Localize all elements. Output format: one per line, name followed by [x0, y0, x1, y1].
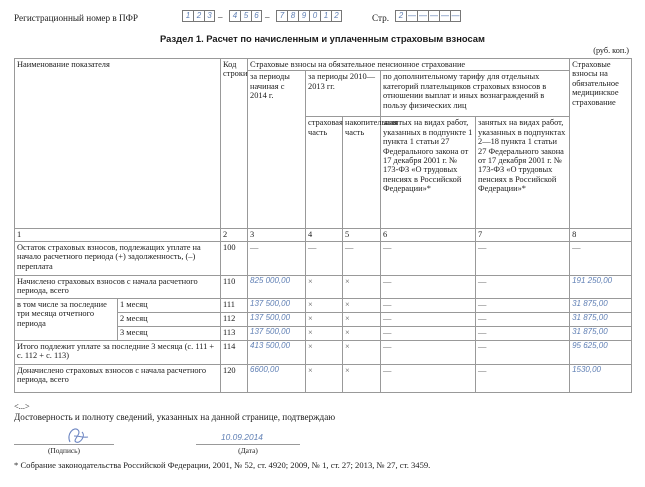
colnum-3: 3	[248, 229, 306, 241]
header-subpoints-2-18: занятых на видах работ, указанных в подпунктах 2—18 пункта 1 статьи 27 Федерального закона от 17 декабря 2001 г. № 173-ФЗ «О трудовых пенсиях в Российской Федерации»*	[476, 117, 570, 229]
footnote: * Собрание законодательства Российской Федерации, 2001, № 52, ст. 4920; 2009, № 1, ст. 27; 2013, № 27, ст. 3459.	[14, 460, 431, 470]
cell-c7: —	[476, 241, 570, 275]
cell-c7: —	[476, 340, 570, 364]
contributions-table	[14, 58, 632, 393]
cell-c3: 6600,00	[248, 364, 306, 392]
page-number-digit: 2	[395, 10, 406, 22]
page-label: Стр.	[372, 13, 390, 23]
header-subpoint-1: занятых на видах работ, указанных в подпункте 1 пункта 1 статьи 27 Федерального закона от 17 декабря 2001 г. № 173-ФЗ «О трудовых пенсиях в Российской Федерации»*	[381, 117, 476, 229]
cell-c3: 137 500,00	[248, 312, 306, 326]
cell-c6: —	[381, 298, 476, 312]
row-label: Остаток страховых взносов, подлежащих уплате на начало расчетного периода (+) задолженность, (–) переплата	[15, 241, 221, 275]
cell-c5: —	[343, 241, 381, 275]
cell-c4: ×	[306, 298, 343, 312]
header-2010-2013: за периоды 2010—2013 гг.	[306, 71, 381, 117]
header-pension: Страховые взносы на обязательное пенсионное страхование	[248, 59, 570, 71]
row-code: 110	[221, 275, 248, 298]
cell-c5: ×	[343, 275, 381, 298]
date-line	[196, 444, 300, 445]
header-insurance-part: страховая часть	[306, 117, 343, 229]
cell-c4: ×	[306, 326, 343, 340]
date-value: 10.09.2014	[221, 432, 263, 442]
attestation-text: Достоверность и полноту сведений, указанных на данной странице, подтверждаю	[14, 412, 336, 422]
row-code: 111	[221, 298, 248, 312]
cell-c6: —	[381, 364, 476, 392]
colnum-4: 4	[306, 229, 343, 241]
cell-c8: 191 250,00	[570, 275, 632, 298]
header-medical: Страховые взносы на обязательное медицинское страхование	[570, 59, 632, 229]
signature-caption: (Подпись)	[47, 446, 81, 455]
row-code: 114	[221, 340, 248, 364]
row-code: 112	[221, 312, 248, 326]
reg-number-digit: 2	[193, 10, 204, 22]
signature-line	[14, 444, 114, 445]
reg-number-digit: 3	[204, 10, 215, 22]
row-code: 120	[221, 364, 248, 392]
reg-number-dash: –	[218, 12, 223, 22]
unit-label: (руб. коп.)	[593, 46, 629, 55]
colnum-1: 1	[15, 229, 221, 241]
cell-c7: —	[476, 364, 570, 392]
cell-c3: 137 500,00	[248, 298, 306, 312]
cell-c8: 1530,00	[570, 364, 632, 392]
colnum-5: 5	[343, 229, 381, 241]
cell-c7: —	[476, 326, 570, 340]
handwritten-signature	[64, 424, 90, 446]
cell-c6: —	[381, 241, 476, 275]
reg-number-digit: 4	[229, 10, 240, 22]
cell-c3: —	[248, 241, 306, 275]
cell-c7: —	[476, 312, 570, 326]
page-number-digit: —	[406, 10, 417, 22]
cell-c6: —	[381, 312, 476, 326]
header-additional-tariff: по дополнительному тарифу для отдельных категорий плательщиков страховых взносов в отношении выплат и иных вознаграждений в пользу физических лиц	[381, 71, 570, 117]
row-label: Доначислено страховых взносов с начала расчетного периода, всего	[15, 364, 221, 392]
reg-number-group	[229, 10, 262, 22]
table-row	[15, 298, 632, 312]
reg-number-digit: 8	[287, 10, 298, 22]
row-sublabel: 3 месяц	[118, 326, 221, 340]
header-from-2014: за периоды начиная с 2014 г.	[248, 71, 306, 229]
reg-number-digit: 9	[298, 10, 309, 22]
cell-c8: 95 625,00	[570, 340, 632, 364]
reg-number-digit: 5	[240, 10, 251, 22]
cell-c6: —	[381, 275, 476, 298]
date-caption: (Дата)	[238, 446, 258, 455]
cell-c3: 137 500,00	[248, 326, 306, 340]
reg-number-digit: 1	[320, 10, 331, 22]
reg-number-digit: 1	[182, 10, 193, 22]
reg-number-group	[182, 10, 215, 22]
section-title: Раздел 1. Расчет по начисленным и уплаченным страховым взносам	[160, 33, 485, 44]
page-number-digit: —	[417, 10, 428, 22]
row-label: Начислено страховых взносов с начала расчетного периода, всего	[15, 275, 221, 298]
reg-number-dash: –	[265, 12, 270, 22]
row-sublabel: 1 месяц	[118, 298, 221, 312]
reg-number-digit: 6	[251, 10, 262, 22]
row-label: Итого подлежит уплате за последние 3 месяца (с. 111 + с. 112 + с. 113)	[15, 340, 221, 364]
cell-c3: 413 500,00	[248, 340, 306, 364]
reg-number-group	[276, 10, 342, 22]
row-sublabel: 2 месяц	[118, 312, 221, 326]
cell-c8: 31 875,00	[570, 326, 632, 340]
table-row	[15, 241, 632, 275]
cell-c5: ×	[343, 298, 381, 312]
page-number-digit: —	[450, 10, 461, 22]
row-code: 100	[221, 241, 248, 275]
cell-c4: —	[306, 241, 343, 275]
ellipsis-text: <...>	[14, 402, 30, 411]
reg-number-digit: 7	[276, 10, 287, 22]
colnum-6: 6	[381, 229, 476, 241]
cell-c5: ×	[343, 312, 381, 326]
reg-number-label: Регистрационный номер в ПФР	[14, 13, 139, 23]
cell-c7: —	[476, 275, 570, 298]
cell-c8: 31 875,00	[570, 298, 632, 312]
colnum-8: 8	[570, 229, 632, 241]
cell-c4: ×	[306, 340, 343, 364]
colnum-7: 7	[476, 229, 570, 241]
cell-c4: ×	[306, 275, 343, 298]
cell-c7: —	[476, 298, 570, 312]
row-code: 113	[221, 326, 248, 340]
cell-c5: ×	[343, 326, 381, 340]
page-number-digit: —	[428, 10, 439, 22]
table-row	[15, 340, 632, 364]
cell-c6: —	[381, 326, 476, 340]
header-code: Код строки	[221, 59, 248, 229]
cell-c5: ×	[343, 340, 381, 364]
table-row	[15, 364, 632, 392]
row-label: в том числе за последние три месяца отчетного периода	[15, 298, 118, 340]
cell-c5: ×	[343, 364, 381, 392]
cell-c6: —	[381, 340, 476, 364]
page-number-cells	[395, 10, 461, 22]
header-indicator: Наименование показателя	[15, 59, 221, 229]
table-row	[15, 275, 632, 298]
cell-c4: ×	[306, 364, 343, 392]
reg-number-digit: 2	[331, 10, 342, 22]
cell-c8: —	[570, 241, 632, 275]
cell-c4: ×	[306, 312, 343, 326]
reg-number-digit: 0	[309, 10, 320, 22]
header-funded-part: накопительная часть	[343, 117, 381, 229]
cell-c3: 825 000,00	[248, 275, 306, 298]
colnum-2: 2	[221, 229, 248, 241]
cell-c8: 31 875,00	[570, 312, 632, 326]
page-number-digit: —	[439, 10, 450, 22]
